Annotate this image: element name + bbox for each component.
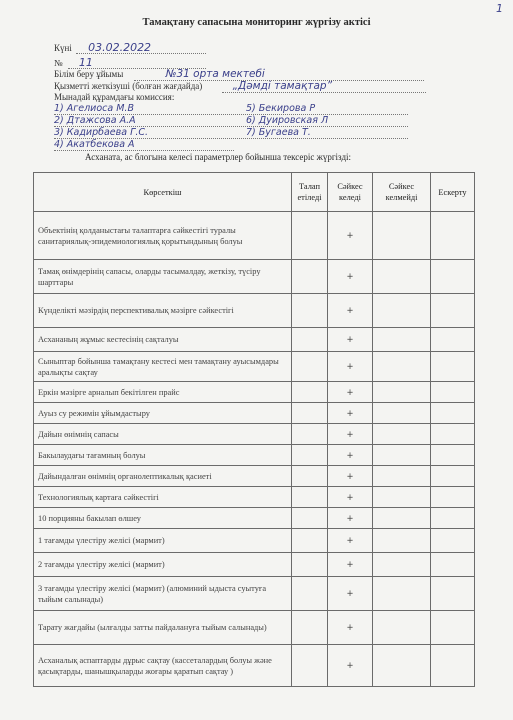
- table-header-row: [34, 173, 475, 212]
- non-compliant-cell: [373, 352, 431, 382]
- non-compliant-cell: [373, 611, 431, 645]
- member-2-right: 6) Дуировская Л: [246, 115, 329, 126]
- required-cell: [292, 645, 328, 687]
- member-1-right: 5) Бекирова Р: [246, 103, 316, 114]
- note-cell: [431, 294, 475, 328]
- member-3-left: 3) Кадирбаева Г.С.: [54, 127, 149, 138]
- non-compliant-cell: [373, 260, 431, 294]
- corner-mark: 1: [496, 2, 503, 15]
- non-compliant-cell: [373, 382, 431, 403]
- school-line: [54, 68, 265, 80]
- note-cell: [431, 424, 475, 445]
- note-cell: [431, 508, 475, 529]
- member-1-left: 1) Агелиоса М.В: [54, 103, 134, 114]
- non-compliant-cell: [373, 645, 431, 687]
- required-cell: [292, 352, 328, 382]
- compliant-mark: +: [328, 352, 373, 382]
- non-compliant-cell: [373, 445, 431, 466]
- note-cell: [431, 529, 475, 553]
- col-note: Ескерту: [431, 173, 475, 212]
- intro-text: Асханата, ас блогына келесі параметрлер бойынша тексеріс жүргізді:: [85, 152, 352, 162]
- note-cell: [431, 212, 475, 260]
- note-cell: [431, 645, 475, 687]
- required-cell: [292, 424, 328, 445]
- note-cell: [431, 553, 475, 577]
- table-row: [34, 445, 475, 466]
- compliant-mark: +: [328, 403, 373, 424]
- required-cell: [292, 577, 328, 611]
- table-row: [34, 382, 475, 403]
- compliant-mark: +: [328, 553, 373, 577]
- note-cell: [431, 466, 475, 487]
- required-cell: [292, 403, 328, 424]
- note-cell: [431, 352, 475, 382]
- note-cell: [431, 445, 475, 466]
- number-value: 11: [78, 56, 93, 69]
- row-label: Сыныптар бойынша тамақтану кестесі мен тамақтану ауысымдары аралықты сақтау: [34, 352, 292, 382]
- col-non-compliant: Сәйкес келмейді: [373, 173, 431, 212]
- note-cell: [431, 577, 475, 611]
- compliant-mark: +: [328, 508, 373, 529]
- row-label: 2 тағамды үлестіру желісі (мармит): [34, 553, 292, 577]
- document-title: Тамақтану сапасына мониторинг жүргізу актісі: [142, 17, 371, 28]
- table-row: [34, 466, 475, 487]
- compliant-mark: +: [328, 328, 373, 352]
- date-label: Күні: [54, 43, 72, 53]
- table-row: [34, 553, 475, 577]
- row-label: Объектінің қолданыстағы талаптарға сәйкестігі туралы санитариялық-эпидемиологиялық қорытындының болуы: [34, 212, 292, 260]
- non-compliant-cell: [373, 553, 431, 577]
- row-label: Күнделікті мәзірдің перспективалық мәзірге сәйкестігі: [34, 294, 292, 328]
- school-label: Білім беру ұйымы: [54, 69, 124, 79]
- compliant-mark: +: [328, 487, 373, 508]
- non-compliant-cell: [373, 577, 431, 611]
- compliant-mark: +: [328, 212, 373, 260]
- row-label: Тамақ өнімдерінің сапасы, оларды тасымалдау, жеткізу, түсіру шарттары: [34, 260, 292, 294]
- non-compliant-cell: [373, 294, 431, 328]
- col-required: Талап етіледі: [292, 173, 328, 212]
- non-compliant-cell: [373, 212, 431, 260]
- note-cell: [431, 382, 475, 403]
- table-row: [34, 212, 475, 260]
- required-cell: [292, 382, 328, 403]
- school-value: №31 орта мектебі: [165, 68, 265, 80]
- compliant-mark: +: [328, 611, 373, 645]
- non-compliant-cell: [373, 424, 431, 445]
- table-row: [34, 577, 475, 611]
- required-cell: [292, 553, 328, 577]
- row-label: Технологиялық картаға сәйкестігі: [34, 487, 292, 508]
- compliant-mark: +: [328, 445, 373, 466]
- compliant-mark: +: [328, 645, 373, 687]
- row-label: Асхананың жұмыс кестесінің сақталуы: [34, 328, 292, 352]
- table-row: [34, 403, 475, 424]
- required-cell: [292, 529, 328, 553]
- table-row: [34, 487, 475, 508]
- required-cell: [292, 212, 328, 260]
- supplier-line: [54, 80, 332, 92]
- supplier-value: „Дәмді тамақтар”: [232, 80, 333, 92]
- row-label: Дайын өнімнің сапасы: [34, 424, 292, 445]
- note-cell: [431, 403, 475, 424]
- col-indicator: Көрсеткіш: [34, 173, 292, 212]
- member-4-underline: [54, 150, 234, 151]
- non-compliant-cell: [373, 466, 431, 487]
- compliant-mark: +: [328, 260, 373, 294]
- member-2-left: 2) Дтажсова А.А: [54, 115, 136, 126]
- row-label: Асханалық аспаптарды дұрыс сақтау (кассеталардың болуы және қасықтарды, шанышқыларды жоғары қаратып сақтау ): [34, 645, 292, 687]
- required-cell: [292, 328, 328, 352]
- non-compliant-cell: [373, 487, 431, 508]
- note-cell: [431, 487, 475, 508]
- table-row: [34, 645, 475, 687]
- table-row: [34, 294, 475, 328]
- date-underline: [76, 53, 206, 54]
- required-cell: [292, 445, 328, 466]
- table-row: [34, 529, 475, 553]
- required-cell: [292, 487, 328, 508]
- table-row: [34, 508, 475, 529]
- non-compliant-cell: [373, 403, 431, 424]
- table-row: [34, 352, 475, 382]
- member-3-right: 7) Бугаева Т.: [246, 127, 311, 138]
- table-row: [34, 260, 475, 294]
- required-cell: [292, 611, 328, 645]
- non-compliant-cell: [373, 508, 431, 529]
- row-label: Бакылаудағы тағамның болуы: [34, 445, 292, 466]
- commission-label: Мынадай құрамдағы комиссия:: [54, 92, 175, 102]
- row-label: Тарату жағдайы (ылғалды затты пайдалануға тыйым салынады): [34, 611, 292, 645]
- table-row: [34, 611, 475, 645]
- note-cell: [431, 611, 475, 645]
- supplier-label: Қызметті жеткізуші (болған жағдайда): [54, 81, 203, 91]
- compliant-mark: +: [328, 382, 373, 403]
- date-value: 03.02.2022: [88, 41, 152, 54]
- member-4-left: 4) Акатбекова А: [54, 139, 135, 150]
- non-compliant-cell: [373, 529, 431, 553]
- required-cell: [292, 508, 328, 529]
- compliant-mark: +: [328, 577, 373, 611]
- row-label: 3 тағамды үлестіру желісі (мармит) (алюминий ыдыста суытуға тыйым салынады): [34, 577, 292, 611]
- required-cell: [292, 294, 328, 328]
- col-compliant: Сәйкес келеді: [328, 173, 373, 212]
- required-cell: [292, 466, 328, 487]
- supplier-underline: [222, 92, 426, 93]
- row-label: Ауыз су режимін ұйымдастыру: [34, 403, 292, 424]
- required-cell: [292, 260, 328, 294]
- row-label: Дайындалған өнімнің органолептикалық қасиеті: [34, 466, 292, 487]
- note-cell: [431, 328, 475, 352]
- row-label: Еркін мәзірге арналып бекітілген прайс: [34, 382, 292, 403]
- note-cell: [431, 260, 475, 294]
- compliant-mark: +: [328, 529, 373, 553]
- row-label: 1 тағамды үлестіру желісі (мармит): [34, 529, 292, 553]
- table-row: [34, 424, 475, 445]
- table-row: [34, 328, 475, 352]
- number-label: №: [54, 58, 63, 68]
- row-label: 10 порцияны бакылап өлшеу: [34, 508, 292, 529]
- monitoring-table: [33, 172, 475, 687]
- compliant-mark: +: [328, 294, 373, 328]
- compliant-mark: +: [328, 466, 373, 487]
- non-compliant-cell: [373, 328, 431, 352]
- compliant-mark: +: [328, 424, 373, 445]
